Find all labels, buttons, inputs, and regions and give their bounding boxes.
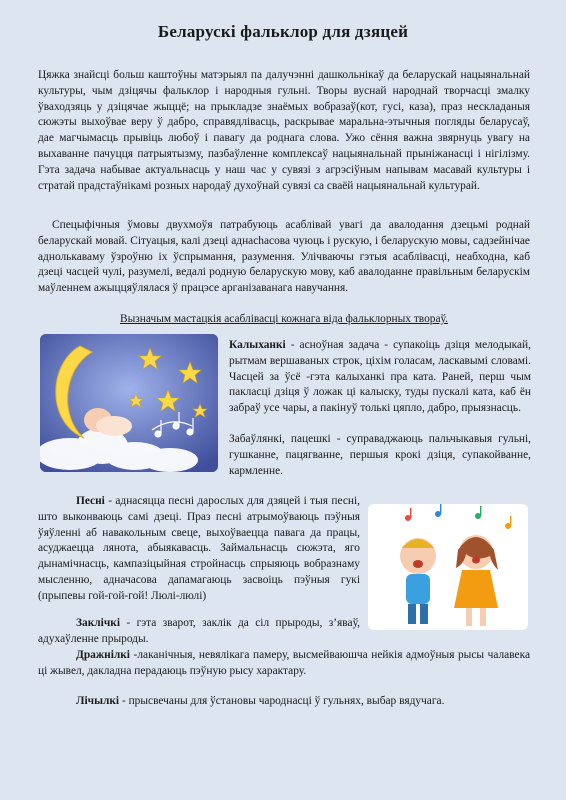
- singing-kids-illustration: [368, 504, 528, 630]
- lichylki-term: Лічылкі: [76, 695, 120, 707]
- kalykhanki-paragraph: [229, 338, 531, 417]
- drazhnilki-text: -лаканічныя, невялікага памеру, высмейваюшча нейкія адмоўныя рысы чалавека ці жывел, дакладна перадаюць пэўную рысу характару.: [38, 649, 530, 677]
- kalykhanki-term: Калыханкі: [229, 339, 286, 351]
- kalykhanki-text: - асноўная задача - супакоіць дзіця мелодыкай, рытмам вершаваных строк, ціхім голасам, ласкавымі словамі. Часцей за ўсё -гэта калыханкі пра ката. Раней, перш чым пакласці дзіця ў ложак ці калыску, туды пускалі ката, каб ён забраў усе чары, а пакінуў толькі цяпло, дабро, прыязнасць.: [229, 339, 531, 415]
- intro-paragraph-1: [38, 68, 530, 194]
- pesni-text: - аднасяцца песні дарослых для дзяцей і тыя песні, што выконваюць самі дзеці. Праз песні атрымоўваюць пэўныя ўяўленні аб навакольным свеце, выхоўваецца павага да працы, асуджаецца лянота, абыякавасць. Займальнасць сюжэта, яго дынамічнасць, кампазіцыйная стройнасць спрыяюць вобразнаму мысленню, адначасова дапамагаюць засвоіць пэўныя гукі (прыпевы гой-гой-гой! Люлі-люлі): [38, 495, 360, 602]
- section-heading: Вызначым мастацкія асаблівасці кожнага віда фальклорных твораў.: [120, 313, 448, 325]
- singing-kids-image: [368, 504, 528, 630]
- zaklichki-term: Заклічкі: [76, 617, 120, 629]
- page-title: Беларускі фальклор для дзяцей: [157, 22, 409, 41]
- moon-baby-illustration: [40, 334, 218, 472]
- pesni-term: Песні: [76, 495, 105, 507]
- intro-2-text: Спецыфічныя ўмовы двухмоўя патрабуюць асаблівай увагі да авалодання дзецьмі роднай беларускай мовай. Сітуацыя, калі дзеці аднachасова чуюць і рускую, і беларускую мовы, садзейнічае аднолькаваму ўзроўню іх ўспрымання, разумення. Улічваючы гэтыя асаблівасці, неабходна, каб дзеці часцей чулі, разумелі, ведалі родную беларускую мову, каб авалоданне правільным беларускім маўленнем ажыццяўлялася ў працэсе арганізаванага навучання.: [38, 219, 530, 295]
- lichylki-text: - прысвечаны для ўстановы чароднасці ў гульнях, выбар вядучага.: [119, 695, 445, 707]
- intro-paragraph-2: [38, 218, 530, 297]
- zaklichki-paragraph: [38, 616, 360, 648]
- intro-1-text: Цяжка знайсці больш каштоўны матэрыял па далучэнні дашкольнікаў да беларускай нацыянальнай культуры, чым дзіцячы фальклор і народныя гульні. Творы вуснай народнай творчасці змалку ўваходзяць у дзіцячае жыццё; на прыкладзе знаёмых вобразаў(кот, гусі, каза), праз нескладаныя сюжэты выхоўваe веру ў дабро, справядлівасць, раскрываe маральна-этычныя погляды беларусаў, дае магчымасць прывіць любоў і павагу да роднага слова. Ужо сёння важна звярнуць увагу на выхаванне пачуцця патрыятызму, пазбаўленне комплексаў нацыянальнай прыніжанасці і нігілізму. Гэта задача набывае актуальнасць у наш час у сувязі з агрэсіўным напывам масавай культуры і стратай прадстаўнікамі розных народаў духоўнай сувязі са сваёй нацыянальнай культурай.: [38, 69, 530, 192]
- moon-baby-image: [40, 334, 218, 472]
- pesni-paragraph: [38, 494, 360, 605]
- drazhnilki-term: Дражнілкі: [76, 649, 130, 661]
- zabaulyanki-text: Забаўлянкі, пацешкі - суправаджаюць пальчыкавыя гульні, гушканне, пацягванне, першыя крокі дзіця, супакойванне, кармленне.: [229, 433, 531, 477]
- zabaulyanki-paragraph: [229, 432, 531, 479]
- lichylki-paragraph: [38, 694, 530, 710]
- zaklichki-text: - гэта зварот, заклік да сіл прыроды, з’яваў, адухаўленне прыроды.: [38, 617, 360, 645]
- drazhnilki-paragraph: [38, 648, 530, 680]
